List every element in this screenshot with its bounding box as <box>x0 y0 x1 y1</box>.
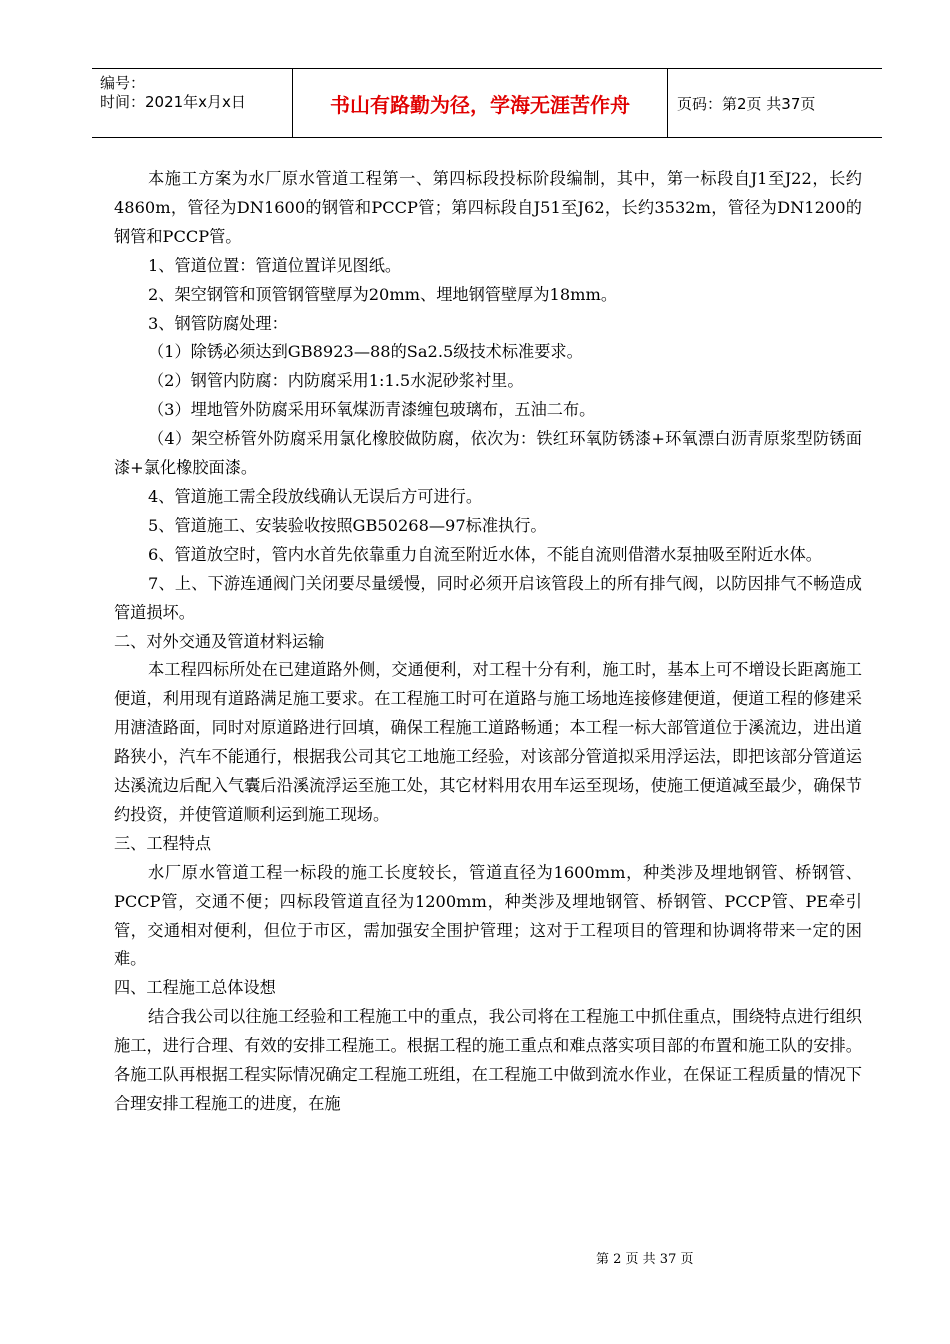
paragraph: （2）钢管内防腐：内防腐采用1:1.5水泥砂浆衬里。 <box>148 371 524 391</box>
document-time-label: 时间：2021年x月x日 <box>100 93 246 111</box>
paragraph: 二、对外交通及管道材料运输 <box>114 631 325 651</box>
paragraph: 3、钢管防腐处理： <box>148 313 288 333</box>
paragraph: 本施工方案为水厂原水管道工程第一、第四标段投标阶段编制，其中，第一标段自J1至J22，长约4860m，管径为DN1600的钢管和PCCP管；第四标段自J51至J62，长约3532m，管径为DN1200的钢管和PCCP管。 <box>114 169 862 246</box>
header-motto: 书山有路勤为径，学海无涯苦作舟 <box>292 69 668 137</box>
paragraph: 1、管道位置：管道位置详见图纸。 <box>148 255 402 275</box>
paragraph: 三、工程特点 <box>114 833 212 853</box>
paragraph: （4）架空桥管外防腐采用氯化橡胶做防腐，依次为：铁红环氧防锈漆+环氧漂白沥青原浆型防锈面漆+氯化橡胶面漆。 <box>114 429 862 478</box>
paragraph: 水厂原水管道工程一标段的施工长度较长，管道直径为1600mm，种类涉及埋地钢管、桥钢管、PCCP管，交通不便；四标段管道直径为1200mm，种类涉及埋地钢管、桥钢管、PCCP管、PE牵引管，交通相对便利，但位于市区，需加强安全围护管理；这对于工程项目的管理和协调将带来一定的困难。 <box>114 862 862 969</box>
document-number-label: 编号： <box>100 74 146 92</box>
paragraph: （1）除锈必须达到GB8923—88的Sa2.5级技术标准要求。 <box>148 342 583 362</box>
paragraph: 4、管道施工需全段放线确认无误后方可进行。 <box>148 486 483 506</box>
footer-page-number: 第 2 页 共 37 页 <box>596 1252 694 1267</box>
paragraph: 6、管道放空时，管内水首先依靠重力自流至附近水体，不能自流则借潜水泵抽吸至附近水体。 <box>148 544 822 564</box>
paragraph: 2、架空钢管和顶管钢管壁厚为20mm、埋地钢管壁厚为18mm。 <box>148 284 618 304</box>
paragraph: （3）埋地管外防腐采用环氧煤沥青漆缠包玻璃布，五油二布。 <box>148 400 596 420</box>
header-page-number: 页码：第2页 共37页 <box>677 94 816 113</box>
document-body <box>114 165 862 1119</box>
paragraph: 四、工程施工总体设想 <box>114 978 276 998</box>
paragraph: 本工程四标所处在已建道路外侧，交通便利，对工程十分有利，施工时，基本上可不增设长距离施工便道，利用现有道路满足施工要求。在工程施工时可在道路与施工场地连接修建便道，便道工程的修建采用溏渣路面，同时对原道路进行回填，确保工程施工道路畅通；本工程一标大部管道位于溪流边，进出道路狭小，汽车不能通行，根据我公司其它工地施工经验，对该部分管道拟采用浮运法，即把该部分管道运达溪流边后配入气囊后沿溪流浮运至施工处，其它材料用农用车运至现场，使施工便道减至最少，确保节约投资，并使管道顺利运到施工现场。 <box>114 660 862 824</box>
header-info <box>92 69 292 137</box>
paragraph: 5、管道施工、安装验收按照GB50268—97标准执行。 <box>148 515 547 535</box>
paragraph: 7、上、下游连通阀门关闭要尽量缓慢，同时必须开启该管段上的所有排气阀，以防因排气不畅造成管道损坏。 <box>114 573 862 622</box>
page-header <box>92 68 882 138</box>
paragraph: 结合我公司以往施工经验和工程施工中的重点，我公司将在工程施工中抓住重点，围绕特点进行组织施工，进行合理、有效的安排工程施工。根据工程的施工重点和难点落实项目部的布置和施工队的安排。各施工队再根据工程实际情况确定工程施工班组，在工程施工中做到流水作业，在保证工程质量的情况下合理安排工程施工的进度，在施 <box>114 1007 862 1113</box>
